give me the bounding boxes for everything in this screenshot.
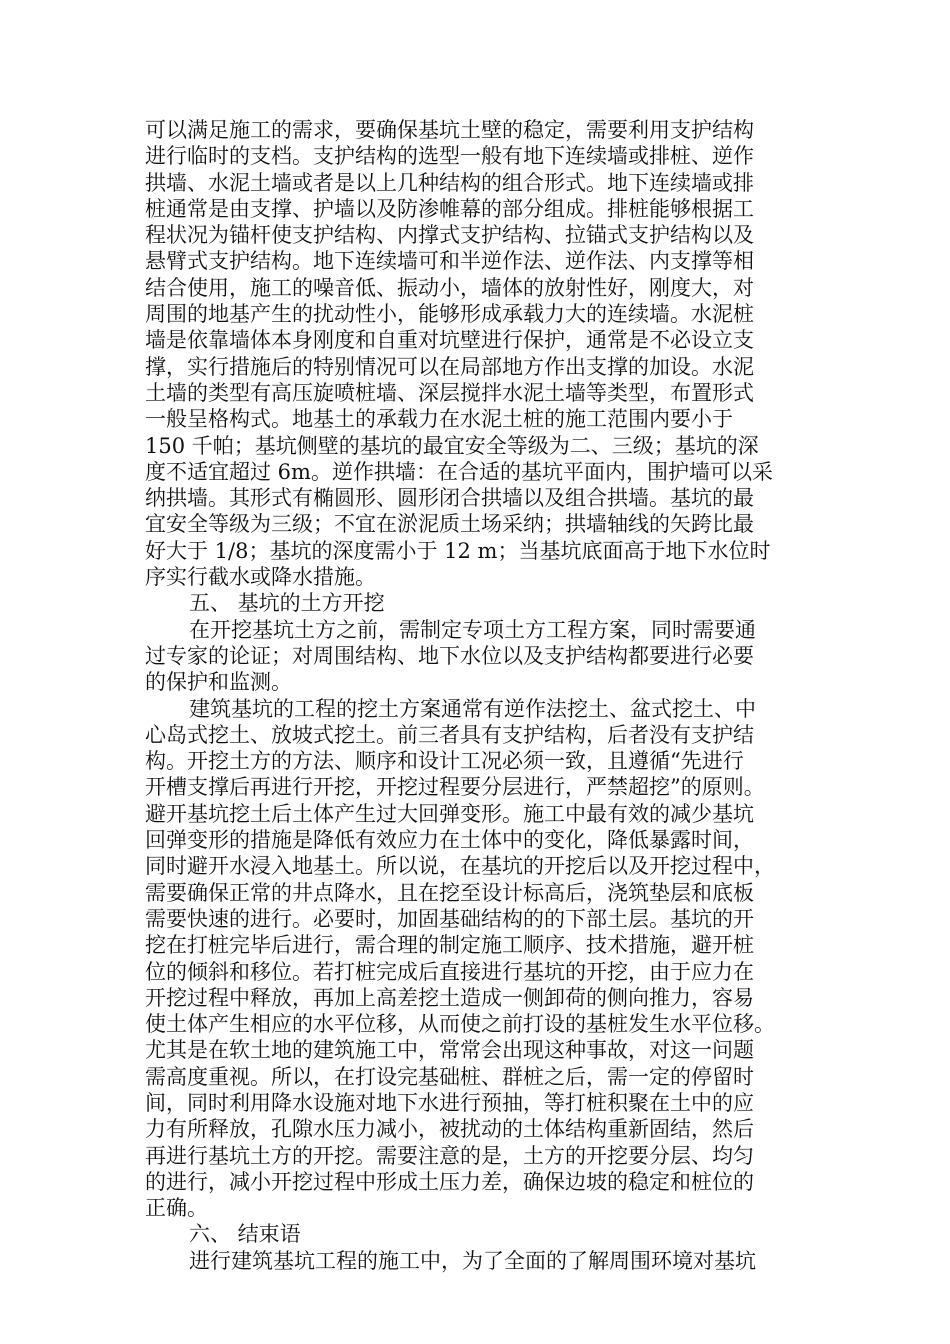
text-line: 150 千帕；基坑侧壁的基坑的最宜安全等级为二、三级；基坑的深: [145, 433, 759, 458]
text-line: 一般呈格构式。地基土的承载力在水泥土桩的施工范围内要小于: [145, 407, 733, 432]
text-line: 再进行基坑土方的开挖。需要注意的是，土方的开挖要分层、均匀: [145, 1143, 754, 1168]
text-line: 需高度重视。所以，在打设完基础桩、群桩之后，需一定的停留时: [145, 1064, 754, 1089]
text-line: 土墙的类型有高压旋喷桩墙、深层搅拌水泥土墙等类型，布置形式: [145, 380, 754, 405]
text-line: 可以满足施工的需求，要确保基坑土壁的稳定，需要利用支护结构: [145, 118, 754, 142]
text-line: 间，同时利用降水设施对地下水进行预抽，等打桩积聚在土中的应: [145, 1090, 754, 1115]
text-line: 的进行，减小开挖过程中形成土压力差，确保边坡的稳定和桩位的: [145, 1169, 754, 1194]
text-line: 挖在打桩完毕后进行，需合理的制定施工顺序、技术措施，避开桩: [145, 933, 754, 958]
text-line: 进行建筑基坑工程的施工中，为了全面的了解周围环境对基坑: [189, 1248, 756, 1273]
text-line: 的保护和监测。: [145, 670, 292, 695]
text-line: 纳拱墙。其形式有椭圆形、圆形闭合拱墙以及组合拱墙。基坑的最: [145, 486, 754, 511]
text-line: 回弹变形的措施是降低有效应力在土体中的变化，降低暴露时间，: [145, 828, 754, 853]
document-page: [145, 117, 805, 1274]
text-line: 好大于 1/8；基坑的深度需小于 12 m；当基坑底面高于地下水位时: [145, 538, 771, 563]
text-line: 力有所释放，孔隙水压力减小，被扰动的土体结构重新固结，然后: [145, 1117, 754, 1142]
text-line: 进行临时的支档。支护结构的选型一般有地下连续墙或排桩、逆作: [145, 144, 754, 169]
text-line: 开槽支撑后再进行开挖，开挖过程要分层进行，严禁超挖”的原则。: [145, 775, 765, 800]
text-line: 度不适宜超过 6m。逆作拱墙：在合适的基坑平面内，围护墙可以采: [145, 459, 773, 484]
text-line: 结合使用，施工的噪音低、振动小，墙体的放射性好，刚度大，对: [145, 275, 754, 300]
text-line: 构。开挖土方的方法、顺序和设计工况必须一致，且遵循“先进行: [145, 749, 744, 774]
text-line: 避开基坑挖土后土体产生过大回弹变形。施工中最有效的减少基坑: [145, 801, 754, 826]
text-line: 宜安全等级为三级；不宜在淤泥质土场采纳；拱墙轴线的矢跨比最: [145, 512, 754, 537]
text-line: 过专家的论证；对周围结构、地下水位以及支护结构都要进行必要: [145, 643, 754, 668]
text-line: 五、 基坑的土方开挖: [189, 591, 385, 616]
text-line: 需要快速的进行。必要时，加固基础结构的的下部土层。基坑的开: [145, 906, 754, 931]
text-line: 使土体产生相应的水平位移，从而使之前打设的基桩发生水平位移。: [145, 1012, 775, 1037]
text-line: 序实行截水或降水措施。: [145, 565, 376, 590]
text-line: 建筑基坑的工程的挖土方案通常有逆作法挖土、盆式挖土、中: [189, 696, 756, 721]
text-line: 在开挖基坑土方之前，需制定专项土方工程方案，同时需要通: [189, 617, 756, 642]
text-line: 位的倾斜和移位。若打桩完成后直接进行基坑的开挖，由于应力在: [145, 959, 754, 984]
text-line: 正确。: [145, 1196, 208, 1221]
text-line: 拱墙、水泥土墙或者是以上几种结构的组合形式。地下连续墙或排: [145, 170, 754, 195]
text-line: 程状况为锚杆使支护结构、内撑式支护结构、拉锚式支护结构以及: [145, 223, 754, 248]
text-line: 开挖过程中释放，再加上高差挖土造成一侧卸荷的侧向推力，容易: [145, 985, 754, 1010]
text-line: 心岛式挖土、放坡式挖土。前三者具有支护结构，后者没有支护结: [145, 722, 754, 747]
text-line: 六、 结束语: [189, 1222, 301, 1247]
text-line: 墙是依靠墙体本身刚度和自重对坑壁进行保护，通常是不必设立支: [145, 328, 754, 353]
text-line: 需要确保正常的井点降水，且在挖至设计标高后，浇筑垫层和底板: [145, 880, 754, 905]
text-line: 悬臂式支护结构。地下连续墙可和半逆作法、逆作法、内支撑等相: [145, 249, 754, 274]
text-line: 桩通常是由支撑、护墙以及防渗帷幕的部分组成。排桩能够根据工: [145, 196, 754, 221]
text-line: 撑，实行措施后的特别情况可以在局部地方作出支撑的加设。水泥: [145, 354, 754, 379]
text-line: 尤其是在软土地的建筑施工中，常常会出现这种事故，对这一问题: [145, 1038, 754, 1063]
text-line: 同时避开水浸入地基土。所以说，在基坑的开挖后以及开挖过程中，: [145, 854, 775, 879]
text-line: 周围的地基产生的扰动性小，能够形成承载力大的连续墙。水泥桩: [145, 302, 754, 327]
